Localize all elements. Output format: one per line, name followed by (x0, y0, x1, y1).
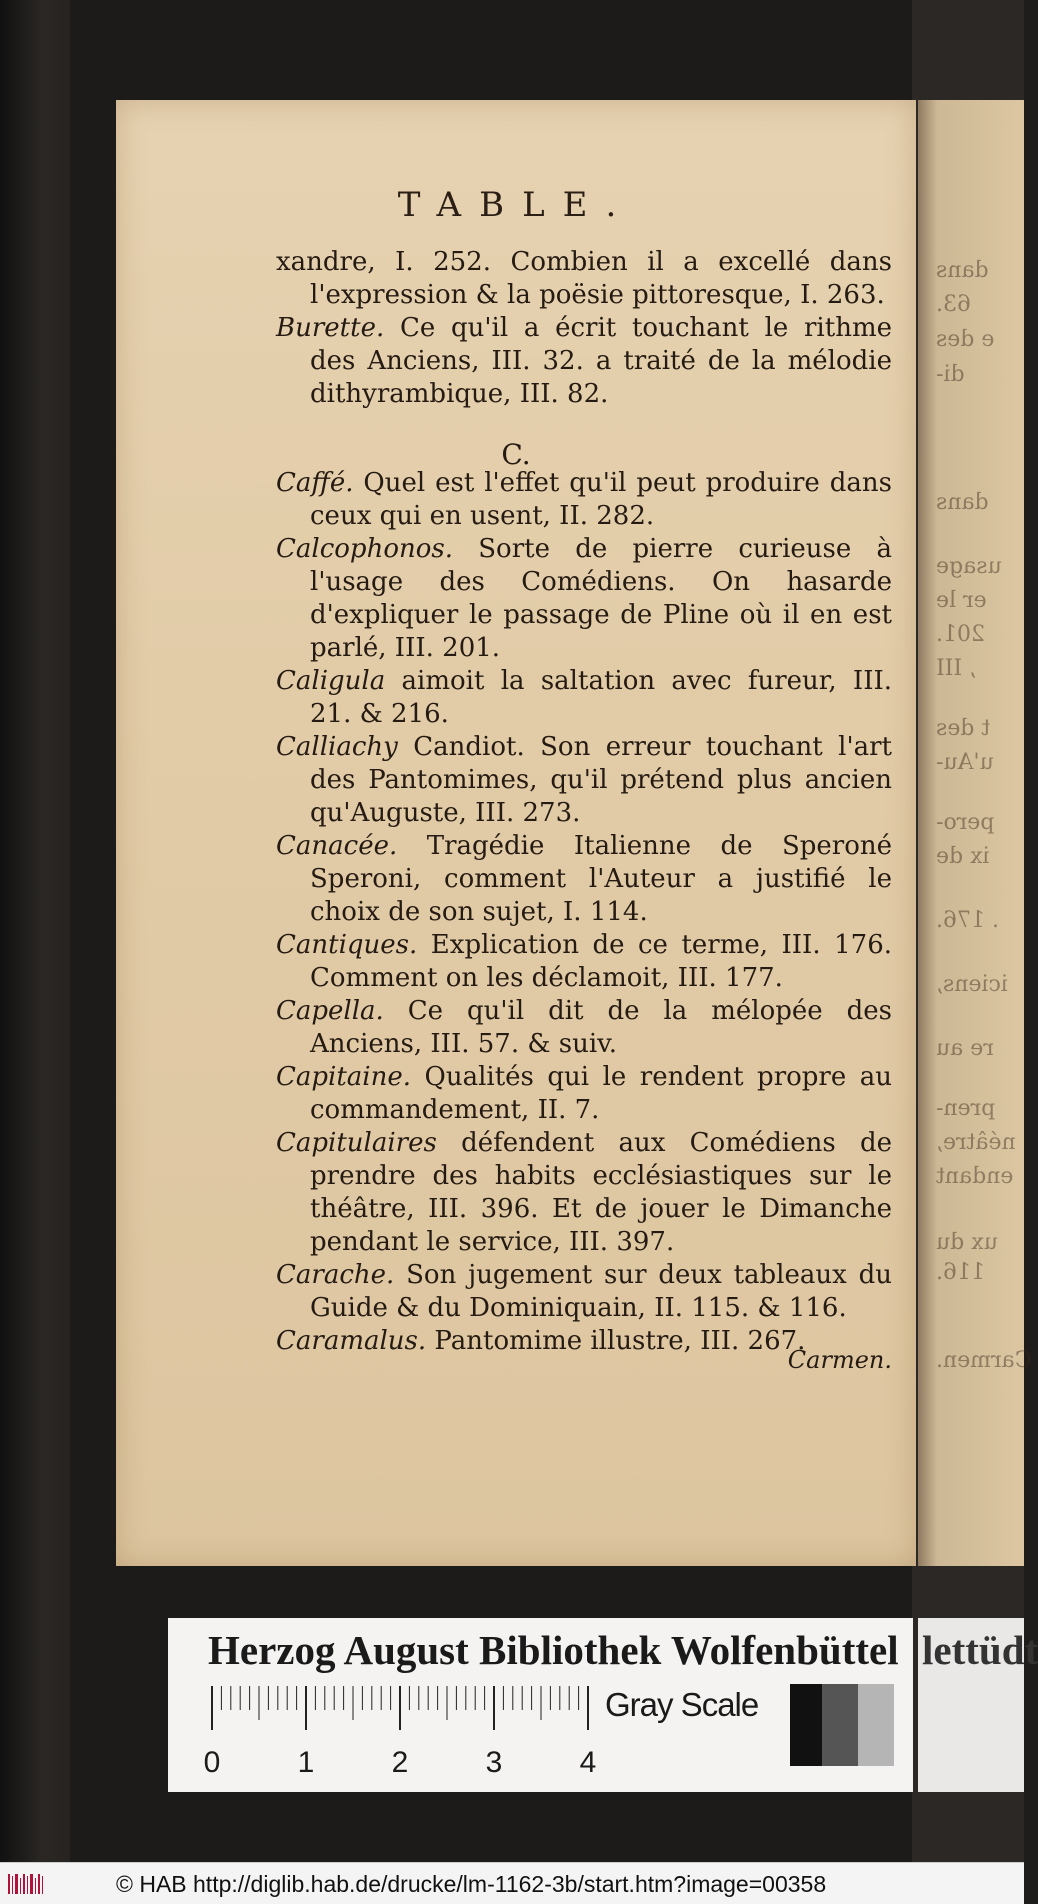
bleed-through-text: 201. (936, 622, 985, 647)
bleed-through-text: ix de (936, 844, 990, 869)
entry-text: Pantomime illustre, III. 267. (426, 1326, 806, 1356)
next-page-edge (918, 100, 1032, 1566)
bleed-through-text: er le (936, 588, 987, 613)
bleed-through-text: re au (936, 1036, 994, 1061)
bleed-through-text: . 176. (936, 908, 999, 933)
bleed-through-text: dans (936, 258, 989, 283)
bleed-through-text: pren- (936, 1096, 996, 1121)
index-entry (276, 1259, 892, 1325)
entry-headword: Burette. (276, 313, 385, 343)
index-entry (276, 467, 892, 533)
gray-patch-dark (822, 1684, 858, 1766)
catchword: Carmen. (787, 1346, 892, 1374)
bleed-through-text: pero- (936, 810, 995, 835)
entry-text: défendent aux Comédiens de prendre des habits ecclésiastiques sur le théâtre, III. 396. Et de jouer le Dimanche pendant le service, III. 397. (310, 1128, 892, 1257)
index-entry (276, 1061, 892, 1127)
entry-headword: Canacée. (276, 831, 398, 861)
entry-text: Qualités qui le rendent propre au commandement, II. 7. (310, 1062, 892, 1125)
index-entry (276, 533, 892, 665)
bleed-through-text: e des (936, 327, 995, 352)
entry-text: Tragédie Italienne de Speroné Speroni, comment l'Auteur a justifié le choix de son sujet, I. 114. (310, 831, 892, 927)
entry-text: aimoit la saltation avec fureur, III. 21. & 216. (310, 666, 892, 729)
section-letter: C. (501, 438, 531, 471)
index-entry (276, 1127, 892, 1259)
gray-patch-black (790, 1684, 822, 1766)
bleed-through-text: u'Au- (936, 750, 994, 775)
bleed-through-text: 63. (936, 292, 971, 317)
color-card (168, 1618, 913, 1792)
copyright-url[interactable]: © HAB http://diglib.hab.de/drucke/lm-1162-3b/start.htm?image=00358 (116, 1871, 827, 1897)
bleed-through-text: , III (936, 656, 977, 681)
index-entry (276, 246, 892, 312)
entry-headword: Caramalus. (276, 1326, 427, 1356)
bleed-through-text: néâtre, (936, 1130, 1016, 1155)
entry-headword: Capitaine. (276, 1062, 412, 1092)
footer-bar (0, 1862, 1024, 1904)
gray-patch-light (858, 1684, 894, 1766)
entry-headword: Calcophonos. (276, 534, 453, 564)
bleed-through-text: iciens, (936, 972, 1008, 997)
entry-text: Quel est l'effet qu'il peut produire dans ceux qui en usent, II. 282. (310, 468, 892, 531)
entry-text: Ce qu'il dit de la mélopée des Anciens, III. 57. & suiv. (310, 996, 892, 1059)
entry-headword: Cantiques. (276, 930, 418, 960)
library-title-fragment: lettüdt (922, 1627, 1038, 1673)
index-entries (276, 246, 892, 1358)
bleed-through-text: ux du (936, 1230, 998, 1255)
barcode-icon (8, 1872, 44, 1896)
ruler-number: 0 (203, 1746, 221, 1779)
entries-section-c (276, 467, 892, 1358)
ruler-number: 2 (391, 1746, 409, 1779)
page-header: TABLE. (397, 185, 635, 225)
entry-headword: Carache. (276, 1260, 395, 1290)
bleed-through-text: 116. (936, 1260, 985, 1285)
entries-before-section (276, 246, 892, 411)
color-card-next-page (918, 1618, 1038, 1792)
bleed-through-text: endant (936, 1164, 1014, 1189)
index-entry (276, 995, 892, 1061)
entry-text: xandre, I. 252. Combien il a excellé dans l'expression & la poësie pittoresque, I. 263. (276, 247, 892, 310)
entry-text: Sorte de pierre curieuse à l'usage des Comédiens. On hasarde d'expliquer le passage de Pline où il en est parlé, III. 201. (310, 534, 892, 663)
ruler-number: 1 (297, 1746, 315, 1779)
index-entry (276, 731, 892, 830)
ruler-scale (203, 1684, 597, 1784)
entry-headword: Caffé. (276, 468, 354, 498)
entry-headword: Capella. (276, 996, 384, 1026)
index-entry (276, 830, 892, 929)
entry-headword: Caligula (276, 666, 386, 696)
index-entry (276, 929, 892, 995)
book-edge-left (0, 0, 70, 1862)
entry-headword: Calliachy (276, 732, 398, 762)
entry-text: Ce qu'il a écrit touchant le rithme des Anciens, III. 32. a traité de la mélodie dithyrambique, III. 82. (310, 313, 892, 409)
bleed-through-text: dans (936, 490, 989, 515)
ruler-number: 3 (485, 1746, 503, 1779)
index-entry (276, 665, 892, 731)
bleed-through-text: Carmen. (936, 1348, 1032, 1373)
bleed-through-text: usage (936, 554, 1002, 579)
entry-text: Son jugement sur deux tableaux du Guide & du Dominiquain, II. 115. & 116. (310, 1260, 892, 1323)
bleed-through-text: di- (936, 362, 965, 387)
entry-text: Candiot. Son erreur touchant l'art des Pantomimes, qu'il prétend plus ancien qu'Auguste, III. 273. (310, 732, 892, 828)
library-title: Herzog August Bibliothek Wolfenbüttel (208, 1627, 899, 1673)
index-entry (276, 312, 892, 411)
entry-text: Explication de ce terme, III. 176. Comment on les déclamoit, III. 177. (310, 930, 892, 993)
bleed-through-text: t des (936, 716, 991, 741)
gray-scale-label: Gray Scale (605, 1686, 759, 1723)
entry-headword: Capitulaires (276, 1128, 437, 1158)
ruler-number: 4 (579, 1746, 597, 1779)
